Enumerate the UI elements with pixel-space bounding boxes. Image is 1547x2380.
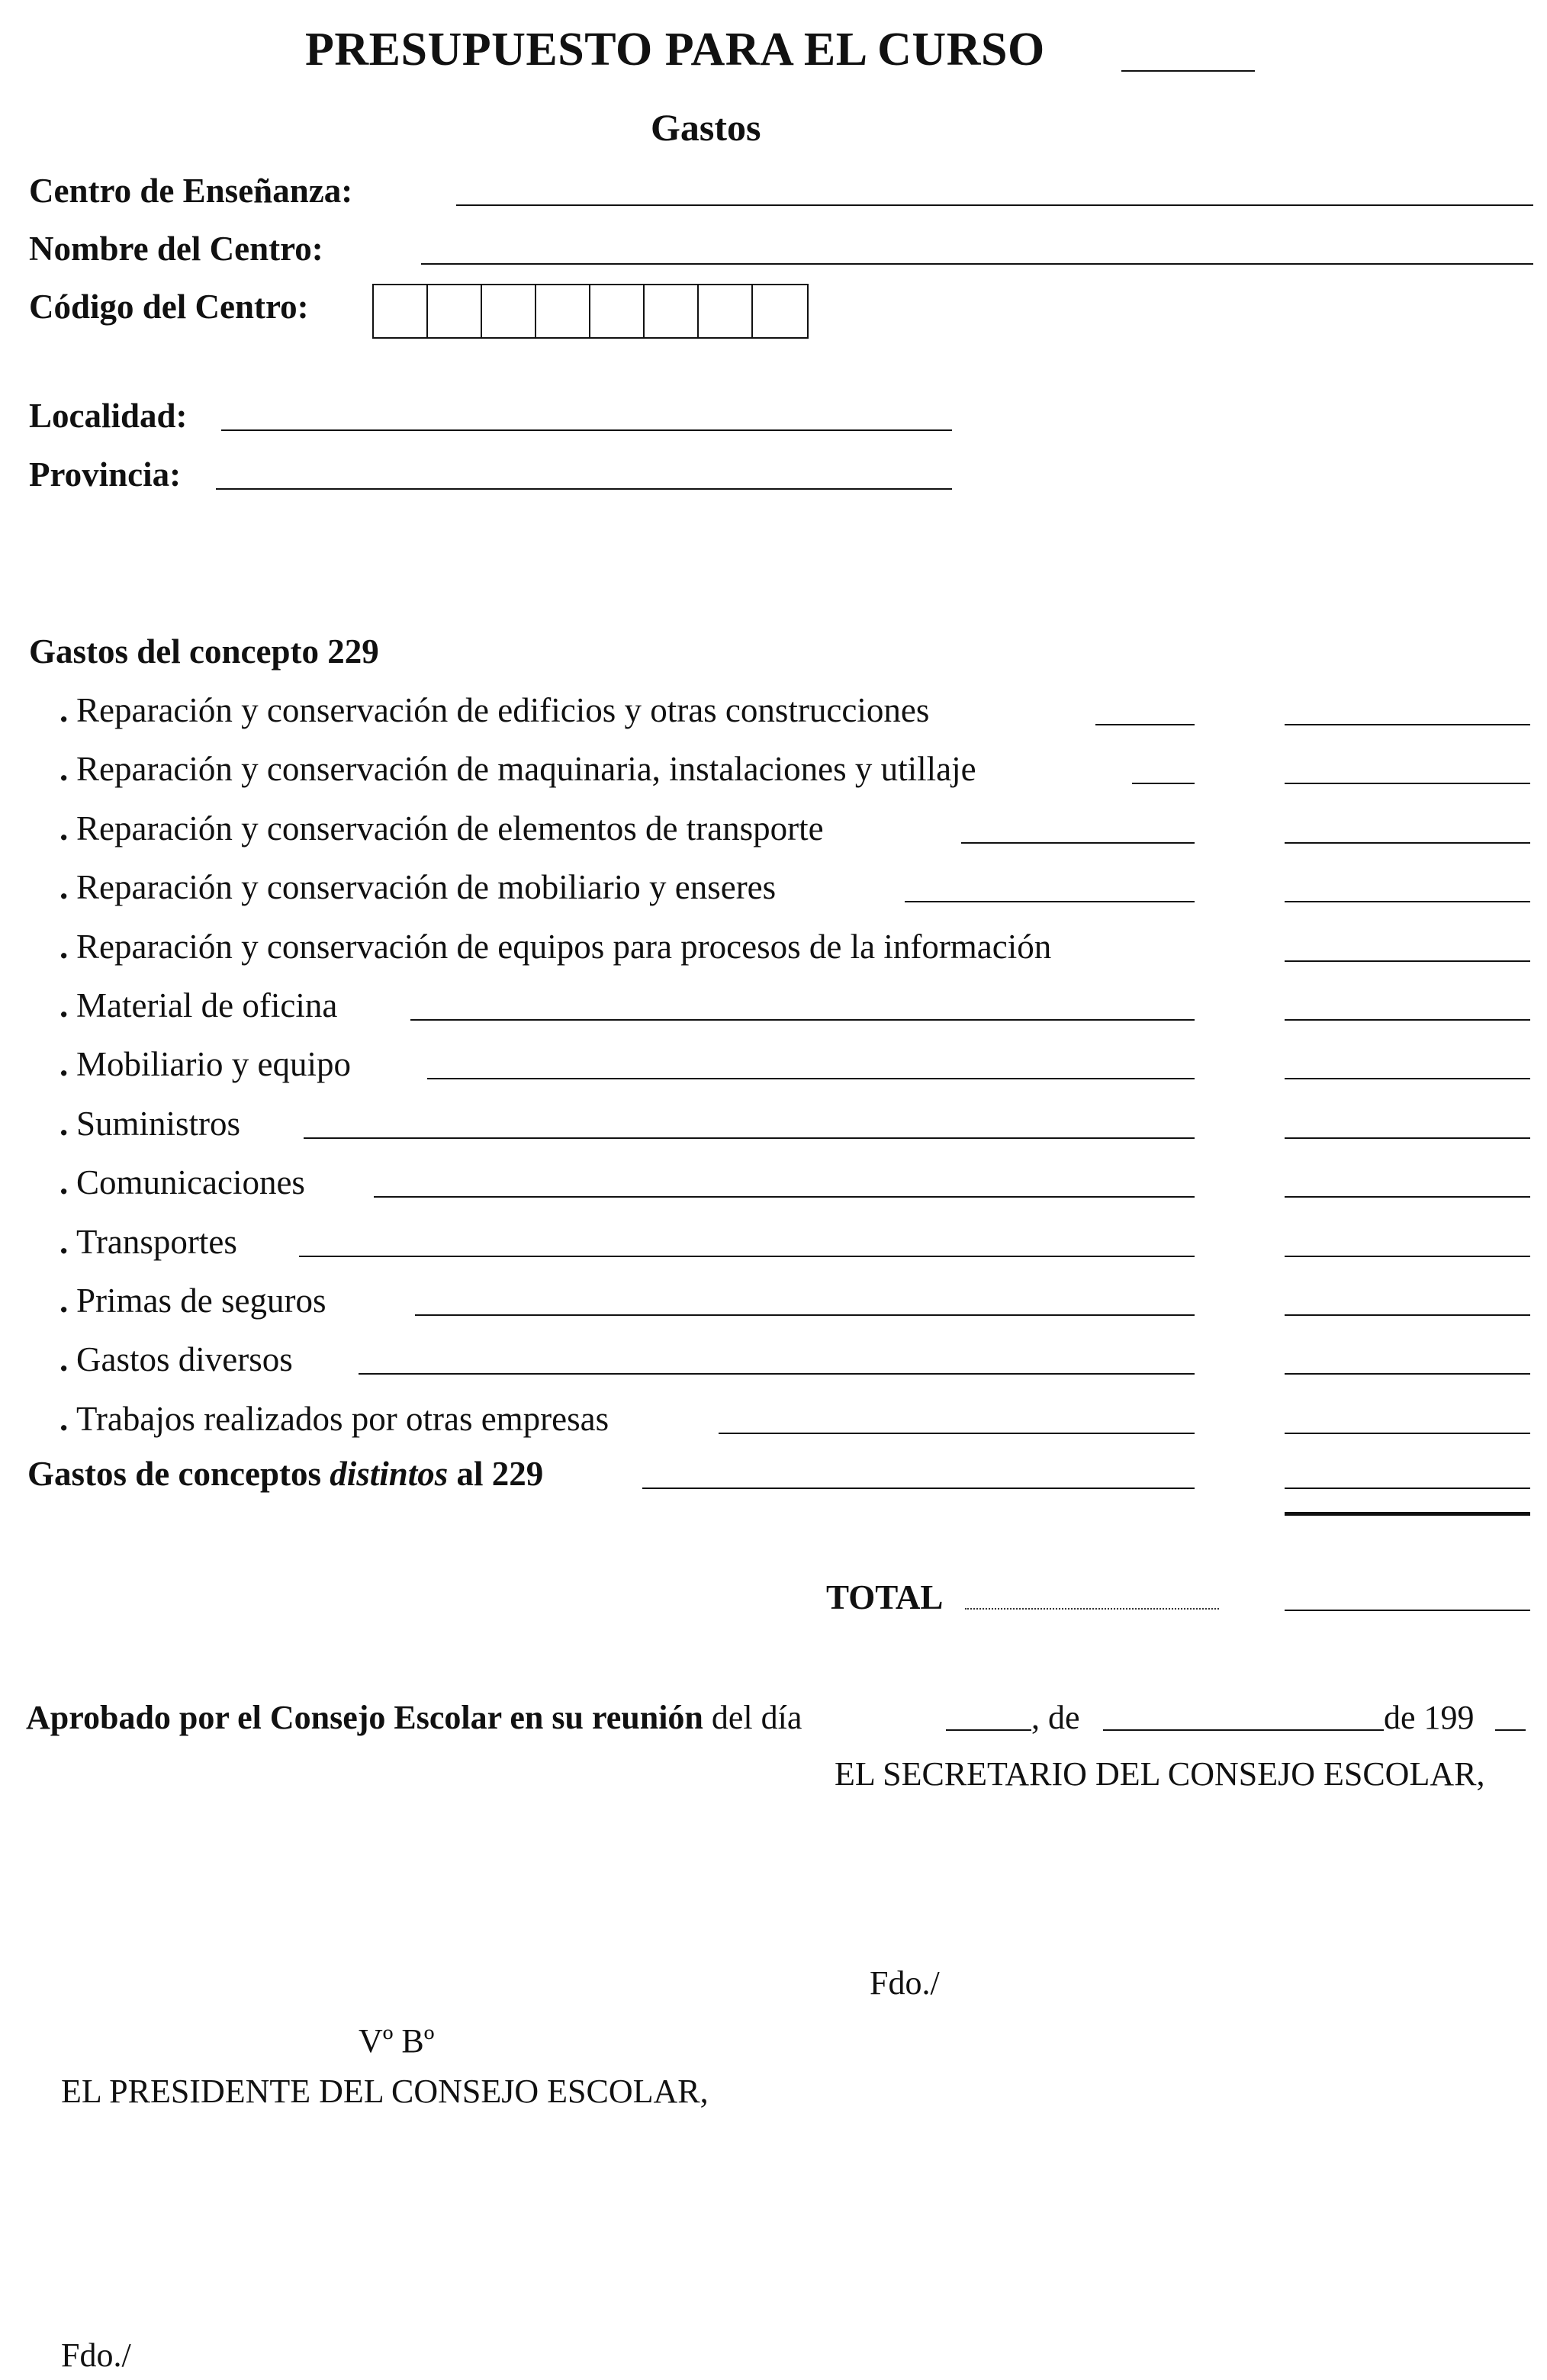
expense-item (60, 749, 976, 789)
fdo-secretario: Fdo./ (870, 1964, 940, 2002)
expense-item-label: Gastos diversos (76, 1340, 293, 1378)
other-prefix: Gastos de conceptos (27, 1455, 330, 1493)
expense-item-leader (905, 901, 1195, 902)
provincia-label: Provincia: (29, 455, 182, 494)
expense-item-label: Reparación y conservación de elementos de transporte (76, 809, 824, 847)
expense-item (60, 809, 824, 848)
form-title: PRESUPUESTO PARA EL CURSO (305, 24, 1045, 76)
expense-item-leader (410, 1019, 1195, 1021)
expense-item-leader (304, 1137, 1195, 1139)
expense-item-amount[interactable] (1285, 724, 1530, 725)
expense-item-leader (359, 1373, 1195, 1375)
approval-year-blank[interactable] (1495, 1729, 1526, 1731)
presidente-label: EL PRESIDENTE DEL CONSEJO ESCOLAR, (61, 2073, 709, 2110)
expense-item (60, 927, 1051, 966)
centro-label: Centro de Enseñanza: (29, 172, 353, 210)
expense-item (60, 690, 929, 730)
expense-item (60, 1163, 305, 1202)
total-leader (965, 1608, 1219, 1610)
bullet-icon: . (60, 1282, 69, 1320)
approval-sentence (26, 1698, 802, 1737)
bullet-icon: . (60, 1163, 69, 1201)
other-concepts-amount[interactable] (1285, 1488, 1530, 1489)
subtotal-rule (1285, 1512, 1530, 1516)
codigo-boxes[interactable] (372, 284, 809, 339)
bullet-icon: . (60, 750, 69, 788)
codigo-cell[interactable] (482, 285, 536, 337)
bullet-icon: . (60, 1045, 69, 1083)
form-subtitle: Gastos (651, 106, 761, 149)
expense-item-amount[interactable] (1285, 842, 1530, 844)
codigo-cell[interactable] (428, 285, 482, 337)
expense-item-leader (961, 842, 1195, 844)
expense-item-leader (415, 1314, 1195, 1316)
expense-item (60, 1399, 609, 1439)
expense-item-leader (427, 1078, 1195, 1079)
localidad-input-line[interactable] (221, 429, 952, 431)
approval-year: de 199 (1384, 1699, 1475, 1736)
expense-item-label: Material de oficina (76, 986, 338, 1024)
secretario-label: EL SECRETARIO DEL CONSEJO ESCOLAR, (835, 1755, 1485, 1793)
expense-item-amount[interactable] (1285, 1314, 1530, 1316)
codigo-cell[interactable] (699, 285, 753, 337)
approval-day-blank[interactable] (946, 1729, 1031, 1731)
bullet-icon: . (60, 1400, 69, 1438)
expense-item (60, 1044, 351, 1084)
fdo-presidente: Fdo./ (61, 2337, 131, 2374)
codigo-label: Código del Centro: (29, 288, 309, 326)
other-suffix: al 229 (448, 1455, 544, 1493)
expense-item-amount[interactable] (1285, 1137, 1530, 1139)
bullet-icon: . (60, 1223, 69, 1261)
bullet-icon: . (60, 928, 69, 966)
expense-item-leader (1132, 783, 1195, 784)
expense-item-amount[interactable] (1285, 1373, 1530, 1375)
expense-item-label: Reparación y conservación de maquinaria, instalaciones y utillaje (76, 750, 976, 788)
bullet-icon: . (60, 986, 69, 1024)
approval-de: , de (1031, 1699, 1080, 1736)
other-concepts-leader (642, 1488, 1195, 1489)
bullet-icon: . (60, 809, 69, 847)
expense-item-amount[interactable] (1285, 1256, 1530, 1257)
nombre-label: Nombre del Centro: (29, 230, 323, 268)
expense-item-amount[interactable] (1285, 1078, 1530, 1079)
expense-item (60, 1104, 240, 1143)
expense-item-label: Comunicaciones (76, 1163, 305, 1201)
approval-bold: Aprobado por el Consejo Escolar en su reunión (26, 1699, 703, 1736)
expense-item (60, 867, 776, 907)
expense-item-amount[interactable] (1285, 1019, 1530, 1021)
bullet-icon: . (60, 691, 69, 729)
expense-item-label: Mobiliario y equipo (76, 1045, 351, 1083)
expense-item-amount[interactable] (1285, 1433, 1530, 1434)
approval-month-blank[interactable] (1103, 1729, 1384, 1731)
expense-item-amount[interactable] (1285, 783, 1530, 784)
codigo-cell[interactable] (753, 285, 807, 337)
expense-item-amount[interactable] (1285, 1196, 1530, 1198)
localidad-label: Localidad: (29, 397, 188, 435)
expense-item-amount[interactable] (1285, 901, 1530, 902)
total-label: TOTAL (826, 1578, 944, 1616)
expense-item-label: Suministros (76, 1105, 241, 1143)
expense-item-leader (719, 1433, 1195, 1434)
expense-item-label: Reparación y conservación de mobiliario y enseres (76, 868, 777, 906)
centro-input-line[interactable] (456, 204, 1533, 206)
expense-item-label: Trabajos realizados por otras empresas (76, 1400, 609, 1438)
expense-item-leader (1095, 724, 1195, 725)
codigo-cell[interactable] (536, 285, 590, 337)
expense-item-leader (374, 1196, 1195, 1198)
expense-item-label: Reparación y conservación de edificios y otras construcciones (76, 691, 930, 729)
expense-item (60, 986, 337, 1025)
expense-item-label: Transportes (76, 1223, 237, 1261)
vobo-label: Vº Bº (359, 2022, 435, 2060)
expense-item-leader (299, 1256, 1195, 1257)
bullet-icon: . (60, 1105, 69, 1143)
nombre-input-line[interactable] (421, 263, 1533, 265)
provincia-input-line[interactable] (216, 488, 952, 490)
curso-blank[interactable] (1121, 70, 1255, 72)
codigo-cell[interactable] (645, 285, 699, 337)
bullet-icon: . (60, 868, 69, 906)
expense-item-amount[interactable] (1285, 960, 1530, 962)
codigo-cell[interactable] (374, 285, 428, 337)
codigo-cell[interactable] (590, 285, 645, 337)
expense-item (60, 1340, 293, 1379)
expense-item (60, 1222, 237, 1262)
approval-dia: del día (703, 1699, 802, 1736)
section-title: Gastos del concepto 229 (29, 632, 379, 671)
bullet-icon: . (60, 1340, 69, 1378)
expense-item (60, 1281, 326, 1320)
other-emphasis: distintos (330, 1455, 449, 1493)
expense-item-label: Reparación y conservación de equipos para procesos de la información (76, 928, 1052, 966)
total-amount[interactable] (1285, 1610, 1530, 1611)
expense-item-label: Primas de seguros (76, 1282, 326, 1320)
other-concepts-label (27, 1454, 543, 1494)
